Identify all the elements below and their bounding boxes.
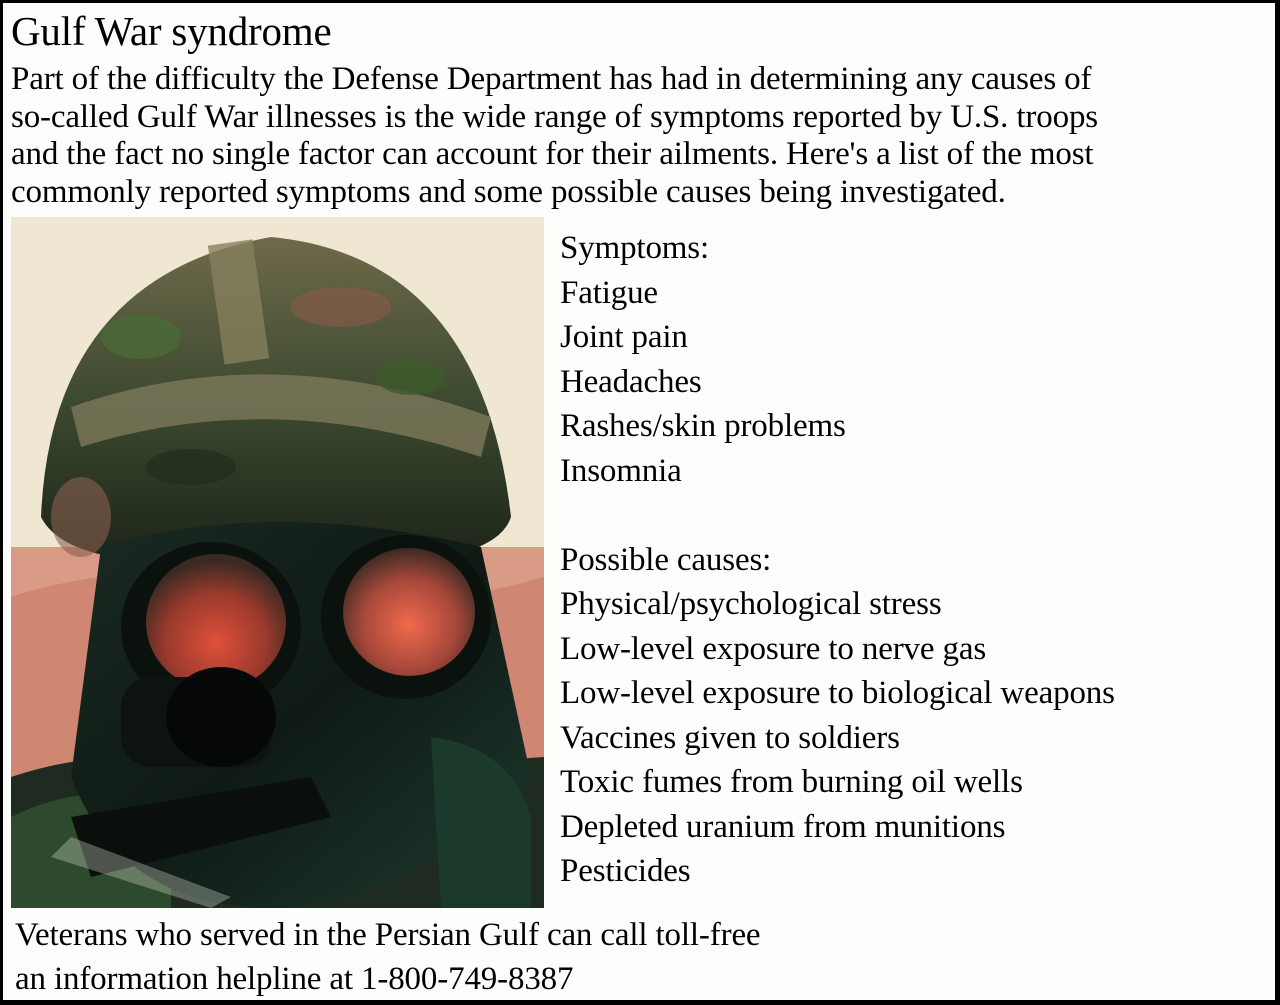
cause-item: Depleted uranium from munitions (560, 808, 1006, 845)
cause-item: Low-level exposure to biological weapons (560, 675, 1115, 711)
symptoms-heading: Symptoms: (560, 230, 710, 266)
soldier-illustration (11, 217, 544, 908)
cause-item: Physical/psychological stress (560, 586, 942, 622)
causes-heading: Possible causes: (560, 541, 772, 578)
cause-item: Pesticides (560, 853, 691, 889)
footer-line: an information helpline at 1-800-749-8387 (15, 961, 574, 997)
intro-line: commonly reported symptoms and some possible causes being investigated. (11, 173, 1006, 210)
intro-line: Part of the difficulty the Defense Department has had in determining any causes of (11, 61, 1092, 97)
symptom-item: Rashes/skin problems (560, 408, 846, 444)
cause-item: Vaccines given to soldiers (560, 719, 900, 756)
intro-paragraph (11, 61, 1273, 211)
soldier-gas-mask-photo (11, 217, 544, 908)
list-spacer (560, 493, 1115, 538)
symptom-item: Insomnia (560, 452, 682, 489)
symptom-item: Joint pain (560, 319, 688, 355)
helpline-footer (15, 913, 760, 1001)
symptoms-causes-lists (560, 226, 1115, 894)
cause-item: Toxic fumes from burning oil wells (560, 764, 1023, 800)
cause-item: Low-level exposure to nerve gas (560, 630, 987, 667)
footer-line: Veterans who served in the Persian Gulf can call toll-free (15, 917, 761, 953)
page-title: Gulf War syndrome (11, 8, 332, 54)
intro-line: and the fact no single factor can account for their ailments. Here's a list of the most (11, 136, 1094, 172)
symptom-item: Fatigue (560, 274, 658, 311)
symptom-item: Headaches (560, 363, 702, 400)
intro-line: so-called Gulf War illnesses is the wide range of symptoms reported by U.S. troops (11, 98, 1098, 135)
